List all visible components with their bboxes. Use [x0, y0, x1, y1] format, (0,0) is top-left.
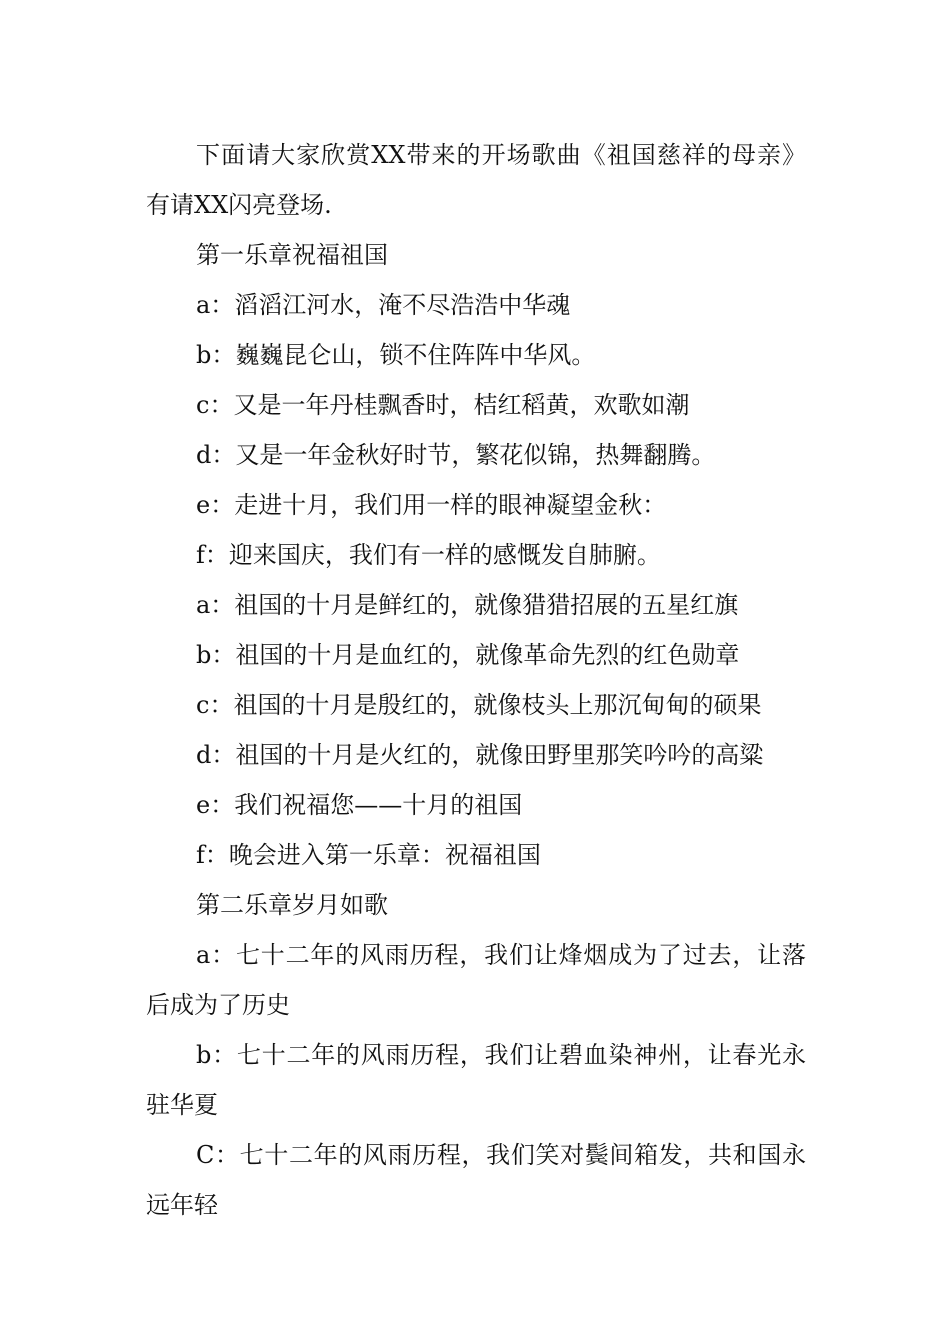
- line-c: C：七十二年的风雨历程，我们笑对鬓间箱发，共和国永远年轻: [146, 1141, 806, 1219]
- line-f: f：迎来国庆，我们有一样的感慨发自肺腑。: [196, 541, 661, 569]
- line-d: d：祖国的十月是火红的，就像田野里那笑吟吟的高粱: [196, 741, 764, 769]
- heading-chapter-two: 第二乐章岁月如歌: [196, 891, 388, 919]
- line-b: b：七十二年的风雨历程，我们让碧血染神州，让春光永驻华夏: [146, 1041, 806, 1119]
- paragraph-intro: 下面请大家欣赏XX带来的开场歌曲《祖国慈祥的母亲》有请XX闪亮登场.: [146, 141, 806, 219]
- line-e: e：走进十月，我们用一样的眼神凝望金秋：: [196, 491, 667, 519]
- document-body: [146, 130, 806, 1230]
- line-f: f：晚会进入第一乐章：祝福祖国: [196, 841, 541, 869]
- line-b: b：祖国的十月是血红的，就像革命先烈的红色勋章: [196, 641, 740, 669]
- line-d: d：又是一年金秋好时节，繁花似锦，热舞翻腾。: [196, 441, 716, 469]
- heading-chapter-one: 第一乐章祝福祖国: [196, 241, 388, 269]
- line-b: b：巍巍昆仑山，锁不住阵阵中华风。: [196, 341, 596, 369]
- line-a: a：祖国的十月是鲜红的，就像猎猎招展的五星红旗: [196, 591, 739, 619]
- line-e: e：我们祝福您——十月的祖国: [196, 791, 523, 819]
- line-a: a：滔滔江河水，淹不尽浩浩中华魂: [196, 291, 571, 319]
- line-c: c：又是一年丹桂飘香时，桔红稻黄，欢歌如潮: [196, 391, 690, 419]
- line-c: c：祖国的十月是殷红的，就像枝头上那沉甸甸的硕果: [196, 691, 762, 719]
- line-a: a：七十二年的风雨历程，我们让烽烟成为了过去，让落后成为了历史: [146, 941, 806, 1019]
